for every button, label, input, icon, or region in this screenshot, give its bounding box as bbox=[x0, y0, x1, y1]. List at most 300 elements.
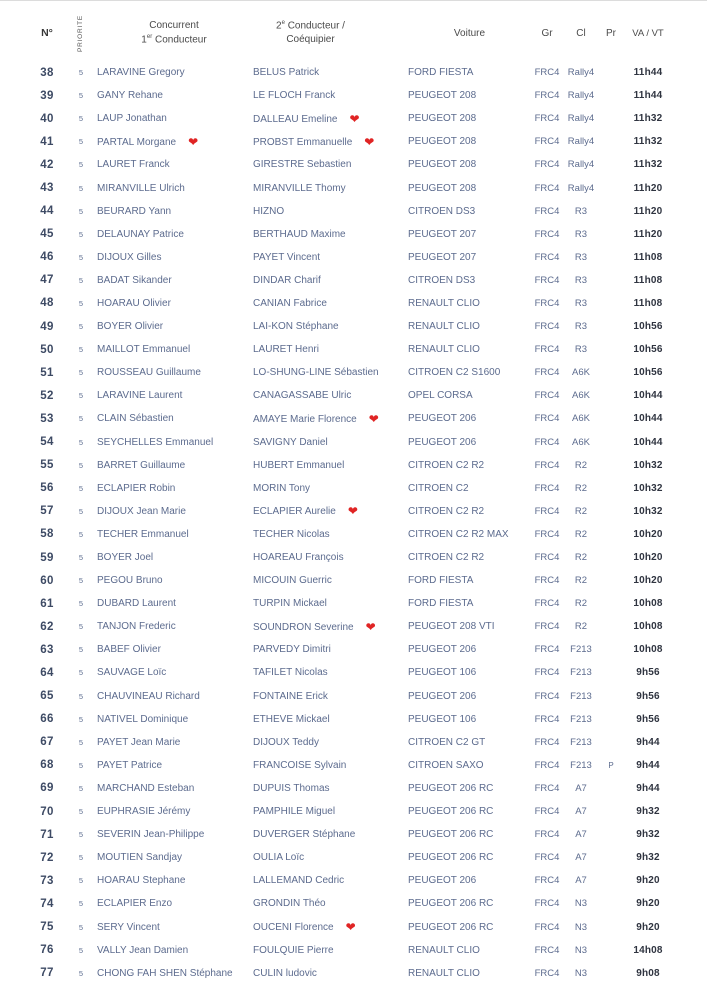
driver2-cell bbox=[252, 898, 407, 909]
car-name: CITROEN C2 bbox=[408, 482, 469, 494]
class-label: F213 bbox=[570, 667, 592, 679]
header-col-gr: Gr bbox=[541, 27, 553, 39]
car-name: CITROEN DS3 bbox=[408, 205, 476, 217]
driver1-name: BABEF Olivier bbox=[97, 644, 161, 656]
driver1-name: TANJON Frederic bbox=[97, 621, 176, 633]
driver2-cell bbox=[252, 644, 407, 655]
driver1-name: ECLAPIER Enzo bbox=[97, 898, 173, 910]
driver2-name: DUVERGER Stéphane bbox=[253, 829, 356, 841]
driver1-cell bbox=[96, 298, 252, 309]
time-value: 9h32 bbox=[636, 806, 660, 818]
priority-value: 5 bbox=[78, 322, 84, 332]
header-driver1-line1: Concurrent bbox=[149, 19, 199, 31]
group-label: FRC4 bbox=[534, 390, 560, 402]
time-value: 10h32 bbox=[633, 505, 663, 517]
group-label: FRC4 bbox=[534, 921, 560, 933]
class-label: Rally4 bbox=[567, 113, 595, 125]
driver1-name: NATIVEL Dominique bbox=[97, 713, 189, 725]
driver2-name: CANAGASSABE Ulric bbox=[253, 390, 352, 402]
driver2-name: DALLEAU Emeline bbox=[253, 113, 338, 125]
priority-value: 5 bbox=[78, 922, 84, 932]
car-name: PEUGEOT 106 bbox=[408, 667, 477, 679]
driver2-name: BELUS Patrick bbox=[253, 67, 320, 79]
driver1-name: MARCHAND Esteban bbox=[97, 782, 195, 794]
car-name: PEUGEOT 206 bbox=[408, 644, 477, 656]
row-number: 39 bbox=[40, 89, 54, 102]
header-col-priorite bbox=[66, 14, 96, 52]
time-value: 9h56 bbox=[636, 667, 660, 679]
driver2-cell bbox=[252, 598, 407, 609]
group-label: FRC4 bbox=[534, 667, 560, 679]
row-number: 75 bbox=[40, 921, 54, 934]
priority-value: 5 bbox=[78, 945, 84, 955]
driver2-cell bbox=[252, 344, 407, 355]
priority-value: 5 bbox=[78, 206, 84, 216]
driver1-name: BOYER Olivier bbox=[97, 321, 164, 333]
table-row bbox=[0, 569, 707, 592]
class-label: Rally4 bbox=[567, 90, 595, 102]
group-label: FRC4 bbox=[534, 90, 560, 102]
car-name: CITROEN C2 R2 MAX bbox=[408, 528, 509, 540]
driver1-cell bbox=[96, 898, 252, 909]
driver1-name: SEYCHELLES Emmanuel bbox=[97, 436, 214, 448]
priority-value: 5 bbox=[78, 345, 84, 355]
class-label: A7 bbox=[575, 829, 587, 841]
header-driver2-line1: 2e Conducteur / bbox=[276, 19, 345, 32]
driver1-cell bbox=[96, 460, 252, 471]
row-number: 76 bbox=[40, 944, 54, 957]
row-number: 68 bbox=[40, 759, 54, 772]
table-header bbox=[0, 1, 707, 59]
class-label: A7 bbox=[575, 806, 587, 818]
driver1-name: BOYER Joel bbox=[97, 552, 154, 564]
car-name: RENAULT CLIO bbox=[408, 944, 480, 956]
class-label: R2 bbox=[574, 482, 588, 494]
driver2-name: ETHEVE Mickael bbox=[253, 713, 330, 725]
priority-value: 5 bbox=[78, 229, 84, 239]
header-driver1-line2: 1er Conducteur bbox=[141, 33, 207, 46]
class-label: R2 bbox=[574, 575, 588, 587]
row-number: 44 bbox=[40, 205, 54, 218]
car-name: PEUGEOT 206 RC bbox=[408, 898, 494, 910]
driver2-cell bbox=[252, 90, 407, 101]
time-value: 10h32 bbox=[633, 482, 663, 494]
table-row bbox=[0, 800, 707, 823]
priority-value: 5 bbox=[78, 622, 84, 632]
table-row bbox=[0, 454, 707, 477]
driver1-name: PAYET Patrice bbox=[97, 759, 163, 771]
class-label: A6K bbox=[572, 367, 590, 379]
table-row bbox=[0, 500, 707, 523]
driver1-name: DIJOUX Jean Marie bbox=[97, 505, 186, 517]
priority-value: 5 bbox=[78, 668, 84, 678]
table-row bbox=[0, 477, 707, 500]
table-row bbox=[0, 915, 707, 938]
class-label: A6K bbox=[572, 436, 590, 448]
driver1-name: SEVERIN Jean-Philippe bbox=[97, 829, 205, 841]
driver2-cell bbox=[252, 252, 407, 263]
row-number: 42 bbox=[40, 158, 54, 171]
car-name: CITROEN C2 R2 bbox=[408, 505, 485, 517]
driver2-cell bbox=[252, 575, 407, 586]
class-label: Rally4 bbox=[567, 67, 595, 79]
driver1-cell bbox=[96, 183, 252, 194]
class-label: N3 bbox=[574, 898, 588, 910]
priority-value: 5 bbox=[78, 114, 84, 124]
group-label: FRC4 bbox=[534, 621, 560, 633]
driver2-name: DIJOUX Teddy bbox=[253, 736, 319, 748]
table-row bbox=[0, 153, 707, 176]
driver1-cell bbox=[96, 321, 252, 332]
driver1-cell bbox=[96, 829, 252, 840]
priority-value: 5 bbox=[78, 506, 84, 516]
car-name: PEUGEOT 208 bbox=[408, 90, 477, 102]
driver2-name: AMAYE Marie Florence bbox=[253, 413, 357, 425]
class-label: R2 bbox=[574, 505, 588, 517]
heart-icon: ❤ bbox=[349, 111, 360, 126]
car-name: PEUGEOT 206 bbox=[408, 436, 477, 448]
row-number: 57 bbox=[40, 505, 54, 518]
time-value: 11h32 bbox=[633, 159, 663, 171]
row-number: 40 bbox=[40, 112, 54, 125]
driver2-name: SOUNDRON Severine bbox=[253, 621, 354, 633]
driver2-cell bbox=[252, 367, 407, 378]
driver2-name: CULIN ludovic bbox=[253, 967, 317, 979]
table-row bbox=[0, 546, 707, 569]
table-row bbox=[0, 754, 707, 777]
priority-value: 5 bbox=[78, 483, 84, 493]
driver2-cell bbox=[252, 529, 407, 540]
pr-label: P bbox=[608, 760, 614, 770]
driver1-name: BADAT Sikander bbox=[97, 274, 172, 286]
class-label: R2 bbox=[574, 552, 588, 564]
driver2-cell bbox=[252, 504, 407, 518]
table-row bbox=[0, 962, 707, 985]
group-label: FRC4 bbox=[534, 274, 560, 286]
driver1-cell bbox=[96, 760, 252, 771]
priority-value: 5 bbox=[78, 391, 84, 401]
driver1-cell bbox=[96, 644, 252, 655]
car-name: CITROEN DS3 bbox=[408, 274, 476, 286]
car-name: FORD FIESTA bbox=[408, 67, 474, 79]
group-label: FRC4 bbox=[534, 528, 560, 540]
group-label: FRC4 bbox=[534, 782, 560, 794]
row-number: 54 bbox=[40, 436, 54, 449]
driver1-cell bbox=[96, 922, 252, 933]
priority-value: 5 bbox=[78, 91, 84, 101]
driver2-name: GIRESTRE Sebastien bbox=[253, 159, 352, 171]
group-label: FRC4 bbox=[534, 297, 560, 309]
driver1-name: CHAUVINEAU Richard bbox=[97, 690, 200, 702]
row-number: 47 bbox=[40, 274, 54, 287]
table-row bbox=[0, 107, 707, 130]
group-label: FRC4 bbox=[534, 644, 560, 656]
car-name: PEUGEOT 206 RC bbox=[408, 806, 494, 818]
driver1-name: BARRET Guillaume bbox=[97, 459, 186, 471]
driver2-cell bbox=[252, 298, 407, 309]
driver2-name: PAYET Vincent bbox=[253, 251, 321, 263]
header-col-voiture: Voiture bbox=[453, 27, 486, 39]
heart-icon: ❤ bbox=[347, 504, 358, 519]
table-row bbox=[0, 638, 707, 661]
class-label: N3 bbox=[574, 921, 588, 933]
car-name: PEUGEOT 208 bbox=[408, 159, 477, 171]
driver2-name: ECLAPIER Aurelie bbox=[253, 506, 336, 518]
driver1-name: HOARAU Stephane bbox=[97, 875, 186, 887]
priority-value: 5 bbox=[78, 876, 84, 886]
driver2-name: LE FLOCH Franck bbox=[253, 90, 336, 102]
table-row bbox=[0, 939, 707, 962]
header-col-number: N° bbox=[41, 27, 53, 39]
time-value: 10h20 bbox=[633, 528, 663, 540]
driver1-cell bbox=[96, 506, 252, 517]
heart-icon: ❤ bbox=[364, 134, 375, 149]
row-number: 63 bbox=[40, 643, 54, 656]
car-name: CITROEN C2 R2 bbox=[408, 552, 485, 564]
driver1-cell bbox=[96, 806, 252, 817]
class-label: N3 bbox=[574, 967, 588, 979]
driver2-name: PROBST Emmanuelle bbox=[253, 136, 353, 148]
driver2-name: TECHER Nicolas bbox=[253, 528, 330, 540]
driver2-cell bbox=[252, 460, 407, 471]
driver1-name: MAILLOT Emmanuel bbox=[97, 344, 191, 356]
driver2-cell bbox=[252, 945, 407, 956]
driver2-cell bbox=[252, 135, 407, 149]
driver1-cell bbox=[96, 552, 252, 563]
driver2-name: HUBERT Emmanuel bbox=[253, 459, 345, 471]
class-label: R3 bbox=[574, 344, 588, 356]
class-label: A6K bbox=[572, 390, 590, 402]
time-value: 9h32 bbox=[636, 829, 660, 841]
heart-icon: ❤ bbox=[365, 619, 376, 634]
driver1-cell bbox=[96, 90, 252, 101]
driver1-name: LAUP Jonathan bbox=[97, 113, 167, 125]
driver2-cell bbox=[252, 390, 407, 401]
car-name: PEUGEOT 206 RC bbox=[408, 782, 494, 794]
car-name: PEUGEOT 206 RC bbox=[408, 921, 494, 933]
row-number: 50 bbox=[40, 343, 54, 356]
time-value: 10h08 bbox=[633, 644, 663, 656]
time-value: 9h20 bbox=[636, 898, 660, 910]
group-label: FRC4 bbox=[534, 575, 560, 587]
driver2-cell bbox=[252, 667, 407, 678]
row-number: 60 bbox=[40, 574, 54, 587]
class-label: R3 bbox=[574, 274, 588, 286]
class-label: R3 bbox=[574, 251, 588, 263]
car-name: PEUGEOT 206 RC bbox=[408, 852, 494, 864]
time-value: 11h08 bbox=[633, 297, 663, 309]
group-label: FRC4 bbox=[534, 321, 560, 333]
driver1-name: PAYET Jean Marie bbox=[97, 736, 181, 748]
time-value: 11h32 bbox=[633, 113, 663, 125]
driver2-cell bbox=[252, 483, 407, 494]
time-value: 9h44 bbox=[636, 759, 660, 771]
class-label: R2 bbox=[574, 528, 588, 540]
driver2-name: HIZNO bbox=[253, 205, 285, 217]
class-label: F213 bbox=[570, 713, 592, 725]
table-row bbox=[0, 661, 707, 684]
class-label: F213 bbox=[570, 736, 592, 748]
group-label: FRC4 bbox=[534, 251, 560, 263]
driver1-name: EUPHRASIE Jérémy bbox=[97, 806, 191, 818]
priority-value: 5 bbox=[78, 137, 84, 147]
row-number: 59 bbox=[40, 551, 54, 564]
driver2-cell bbox=[252, 620, 407, 634]
time-value: 11h44 bbox=[633, 67, 663, 79]
driver2-cell bbox=[252, 183, 407, 194]
priority-value: 5 bbox=[78, 252, 84, 262]
driver2-cell bbox=[252, 412, 407, 426]
row-number: 67 bbox=[40, 736, 54, 749]
driver1-cell bbox=[96, 875, 252, 886]
row-number: 77 bbox=[40, 967, 54, 980]
car-name: CITROEN C2 R2 bbox=[408, 459, 485, 471]
priority-value: 5 bbox=[78, 760, 84, 770]
class-label: R3 bbox=[574, 297, 588, 309]
heart-icon: ❤ bbox=[188, 134, 199, 149]
table-row bbox=[0, 269, 707, 292]
driver2-cell bbox=[252, 437, 407, 448]
car-name: RENAULT CLIO bbox=[408, 967, 480, 979]
driver2-cell bbox=[252, 206, 407, 217]
priority-value: 5 bbox=[78, 899, 84, 909]
priority-value: 5 bbox=[78, 414, 84, 424]
driver2-name: BERTHAUD Maxime bbox=[253, 228, 346, 240]
car-name: RENAULT CLIO bbox=[408, 297, 480, 309]
table-row bbox=[0, 361, 707, 384]
table-row bbox=[0, 200, 707, 223]
class-label: R3 bbox=[574, 321, 588, 333]
driver1-name: SERY Vincent bbox=[97, 921, 160, 933]
time-value: 10h56 bbox=[633, 321, 663, 333]
time-value: 9h56 bbox=[636, 713, 660, 725]
driver1-cell bbox=[96, 135, 252, 149]
car-name: PEUGEOT 206 RC bbox=[408, 829, 494, 841]
time-value: 11h20 bbox=[633, 182, 663, 194]
time-value: 11h20 bbox=[633, 228, 663, 240]
group-label: FRC4 bbox=[534, 136, 560, 148]
driver1-name: LARAVINE Laurent bbox=[97, 390, 183, 402]
driver2-cell bbox=[252, 875, 407, 886]
driver1-name: VALLY Jean Damien bbox=[97, 944, 189, 956]
table-row bbox=[0, 407, 707, 430]
row-number: 55 bbox=[40, 459, 54, 472]
group-label: FRC4 bbox=[534, 159, 560, 171]
priority-value: 5 bbox=[78, 576, 84, 586]
group-label: FRC4 bbox=[534, 367, 560, 379]
priority-value: 5 bbox=[78, 737, 84, 747]
car-name: FORD FIESTA bbox=[408, 598, 474, 610]
driver1-cell bbox=[96, 113, 252, 124]
time-value: 11h08 bbox=[633, 251, 663, 263]
header-col-cl: Cl bbox=[576, 27, 586, 39]
header-col-pr: Pr bbox=[606, 27, 616, 39]
group-label: FRC4 bbox=[534, 852, 560, 864]
class-label: F213 bbox=[570, 690, 592, 702]
table-row bbox=[0, 84, 707, 107]
car-name: OPEL CORSA bbox=[408, 390, 473, 402]
driver1-cell bbox=[96, 413, 252, 424]
driver2-cell bbox=[252, 714, 407, 725]
driver2-name: PAMPHILE Miguel bbox=[253, 806, 336, 818]
group-label: FRC4 bbox=[534, 228, 560, 240]
driver1-cell bbox=[96, 367, 252, 378]
driver1-name: MOUTIEN Sandjay bbox=[97, 852, 183, 864]
priority-value: 5 bbox=[78, 460, 84, 470]
driver1-name: HOARAU Olivier bbox=[97, 297, 171, 309]
time-value: 9h32 bbox=[636, 852, 660, 864]
driver2-cell bbox=[252, 737, 407, 748]
row-number: 43 bbox=[40, 182, 54, 195]
car-name: PEUGEOT 206 bbox=[408, 690, 477, 702]
group-label: FRC4 bbox=[534, 806, 560, 818]
car-name: PEUGEOT 207 bbox=[408, 251, 477, 263]
driver2-cell bbox=[252, 229, 407, 240]
class-label: R3 bbox=[574, 228, 588, 240]
driver1-cell bbox=[96, 67, 252, 78]
time-value: 10h20 bbox=[633, 575, 663, 587]
priority-value: 5 bbox=[78, 599, 84, 609]
time-value: 11h32 bbox=[633, 136, 663, 148]
row-number: 64 bbox=[40, 666, 54, 679]
car-name: RENAULT CLIO bbox=[408, 321, 480, 333]
row-number: 74 bbox=[40, 897, 54, 910]
car-name: FORD FIESTA bbox=[408, 575, 474, 587]
car-name: PEUGEOT 206 bbox=[408, 413, 477, 425]
priority-value: 5 bbox=[78, 298, 84, 308]
driver1-name: PARTAL Morgane bbox=[97, 136, 177, 148]
group-label: FRC4 bbox=[534, 436, 560, 448]
table-row bbox=[0, 292, 707, 315]
driver2-name: DINDAR Charif bbox=[253, 274, 321, 286]
group-label: FRC4 bbox=[534, 875, 560, 887]
time-value: 10h44 bbox=[633, 413, 663, 425]
driver1-cell bbox=[96, 252, 252, 263]
driver2-name: LAURET Henri bbox=[253, 344, 319, 356]
heart-icon: ❤ bbox=[368, 411, 379, 426]
class-label: R2 bbox=[574, 598, 588, 610]
driver2-name: SAVIGNY Daniel bbox=[253, 436, 328, 448]
class-label: R3 bbox=[574, 205, 588, 217]
driver1-cell bbox=[96, 621, 252, 632]
driver2-cell bbox=[252, 920, 407, 934]
driver1-cell bbox=[96, 714, 252, 725]
driver2-name: OUCENI Florence bbox=[253, 922, 334, 934]
driver1-name: GANY Rehane bbox=[97, 90, 163, 102]
row-number: 71 bbox=[40, 828, 54, 841]
driver1-cell bbox=[96, 667, 252, 678]
table-row bbox=[0, 315, 707, 338]
row-number: 62 bbox=[40, 620, 54, 633]
group-label: FRC4 bbox=[534, 344, 560, 356]
class-label: A7 bbox=[575, 875, 587, 887]
table-row bbox=[0, 338, 707, 361]
row-number: 48 bbox=[40, 297, 54, 310]
priority-value: 5 bbox=[78, 783, 84, 793]
driver1-cell bbox=[96, 529, 252, 540]
header-priorite-label: PRIORITE bbox=[77, 14, 85, 52]
car-name: PEUGEOT 208 bbox=[408, 136, 477, 148]
time-value: 11h20 bbox=[633, 205, 663, 217]
class-label: F213 bbox=[570, 759, 592, 771]
row-number: 52 bbox=[40, 389, 54, 402]
driver2-name: FRANCOISE Sylvain bbox=[253, 759, 347, 771]
table-row bbox=[0, 846, 707, 869]
class-label: Rally4 bbox=[567, 136, 595, 148]
class-label: F213 bbox=[570, 644, 592, 656]
header-col-driver1 bbox=[96, 19, 252, 47]
group-label: FRC4 bbox=[534, 113, 560, 125]
